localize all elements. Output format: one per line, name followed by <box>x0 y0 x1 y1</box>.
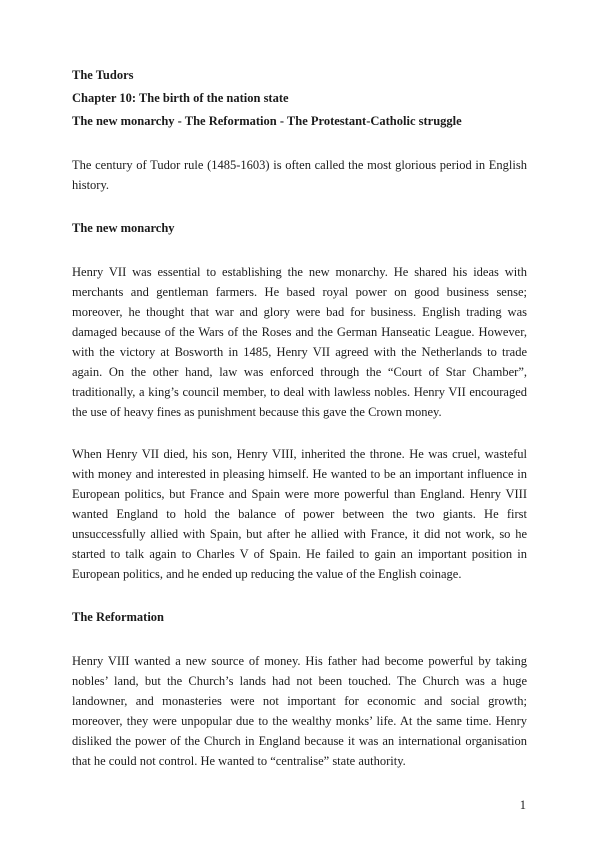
page-number: 1 <box>519 798 526 812</box>
doc-title: The Tudors <box>72 68 134 82</box>
paragraph-reformation: Henry VIII wanted a new source of money. His father had become powerful by taking nobles’ land, but the Church’s lands had not been touched. The Church was a huge landowner, and monasteries were not important for economic and social growth; moreover, they were unpopular due to the wealthy monks’ life. At the same time. Henry disliked the power of the Church in England because it was an international organisation that he could not control. He wanted to “centralise” state authority. <box>72 654 527 768</box>
intro-paragraph: The century of Tudor rule (1485-1603) is often called the most glorious period in English history. <box>72 158 527 192</box>
chapter-heading: Chapter 10: The birth of the nation state <box>72 91 289 105</box>
section-heading-new-monarchy: The new monarchy <box>72 221 175 235</box>
paragraph-henry-vii: Henry VII was essential to establishing the new monarchy. He shared his ideas with merchants and gentleman farmers. He based royal power on good business sense; moreover, he thought that war and glory were bad for business. English trading was damaged because of the Wars of the Roses and the German Hanseatic League. However, with the victory at Bosworth in 1485, Henry VII agreed with the Netherlands to trade again. On the other hand, law was enforced through the “Court of Star Chamber”, traditionally, a king’s council member, to deal with lawless nobles. Henry VII encouraged the use of heavy fines as punishment because this gave the Crown money. <box>72 265 527 419</box>
topics-heading: The new monarchy - The Reformation - The Protestant-Catholic struggle <box>72 114 462 128</box>
paragraph-henry-viii: When Henry VII died, his son, Henry VIII, inherited the throne. He was cruel, wasteful with money and interested in pleasing himself. He wanted to be an important influence in European politics, but France and Spain were more powerful than England. Henry VIII wanted England to hold the balance of power between the two giants. He first unsuccessfully allied with Spain, but after he allied with France, it did not work, so he started to talk again to Charles V of Spain. He failed to gain an important position in European politics, and he ended up reducing the value of the English coinage. <box>72 447 527 581</box>
section-heading-reformation: The Reformation <box>72 610 164 624</box>
